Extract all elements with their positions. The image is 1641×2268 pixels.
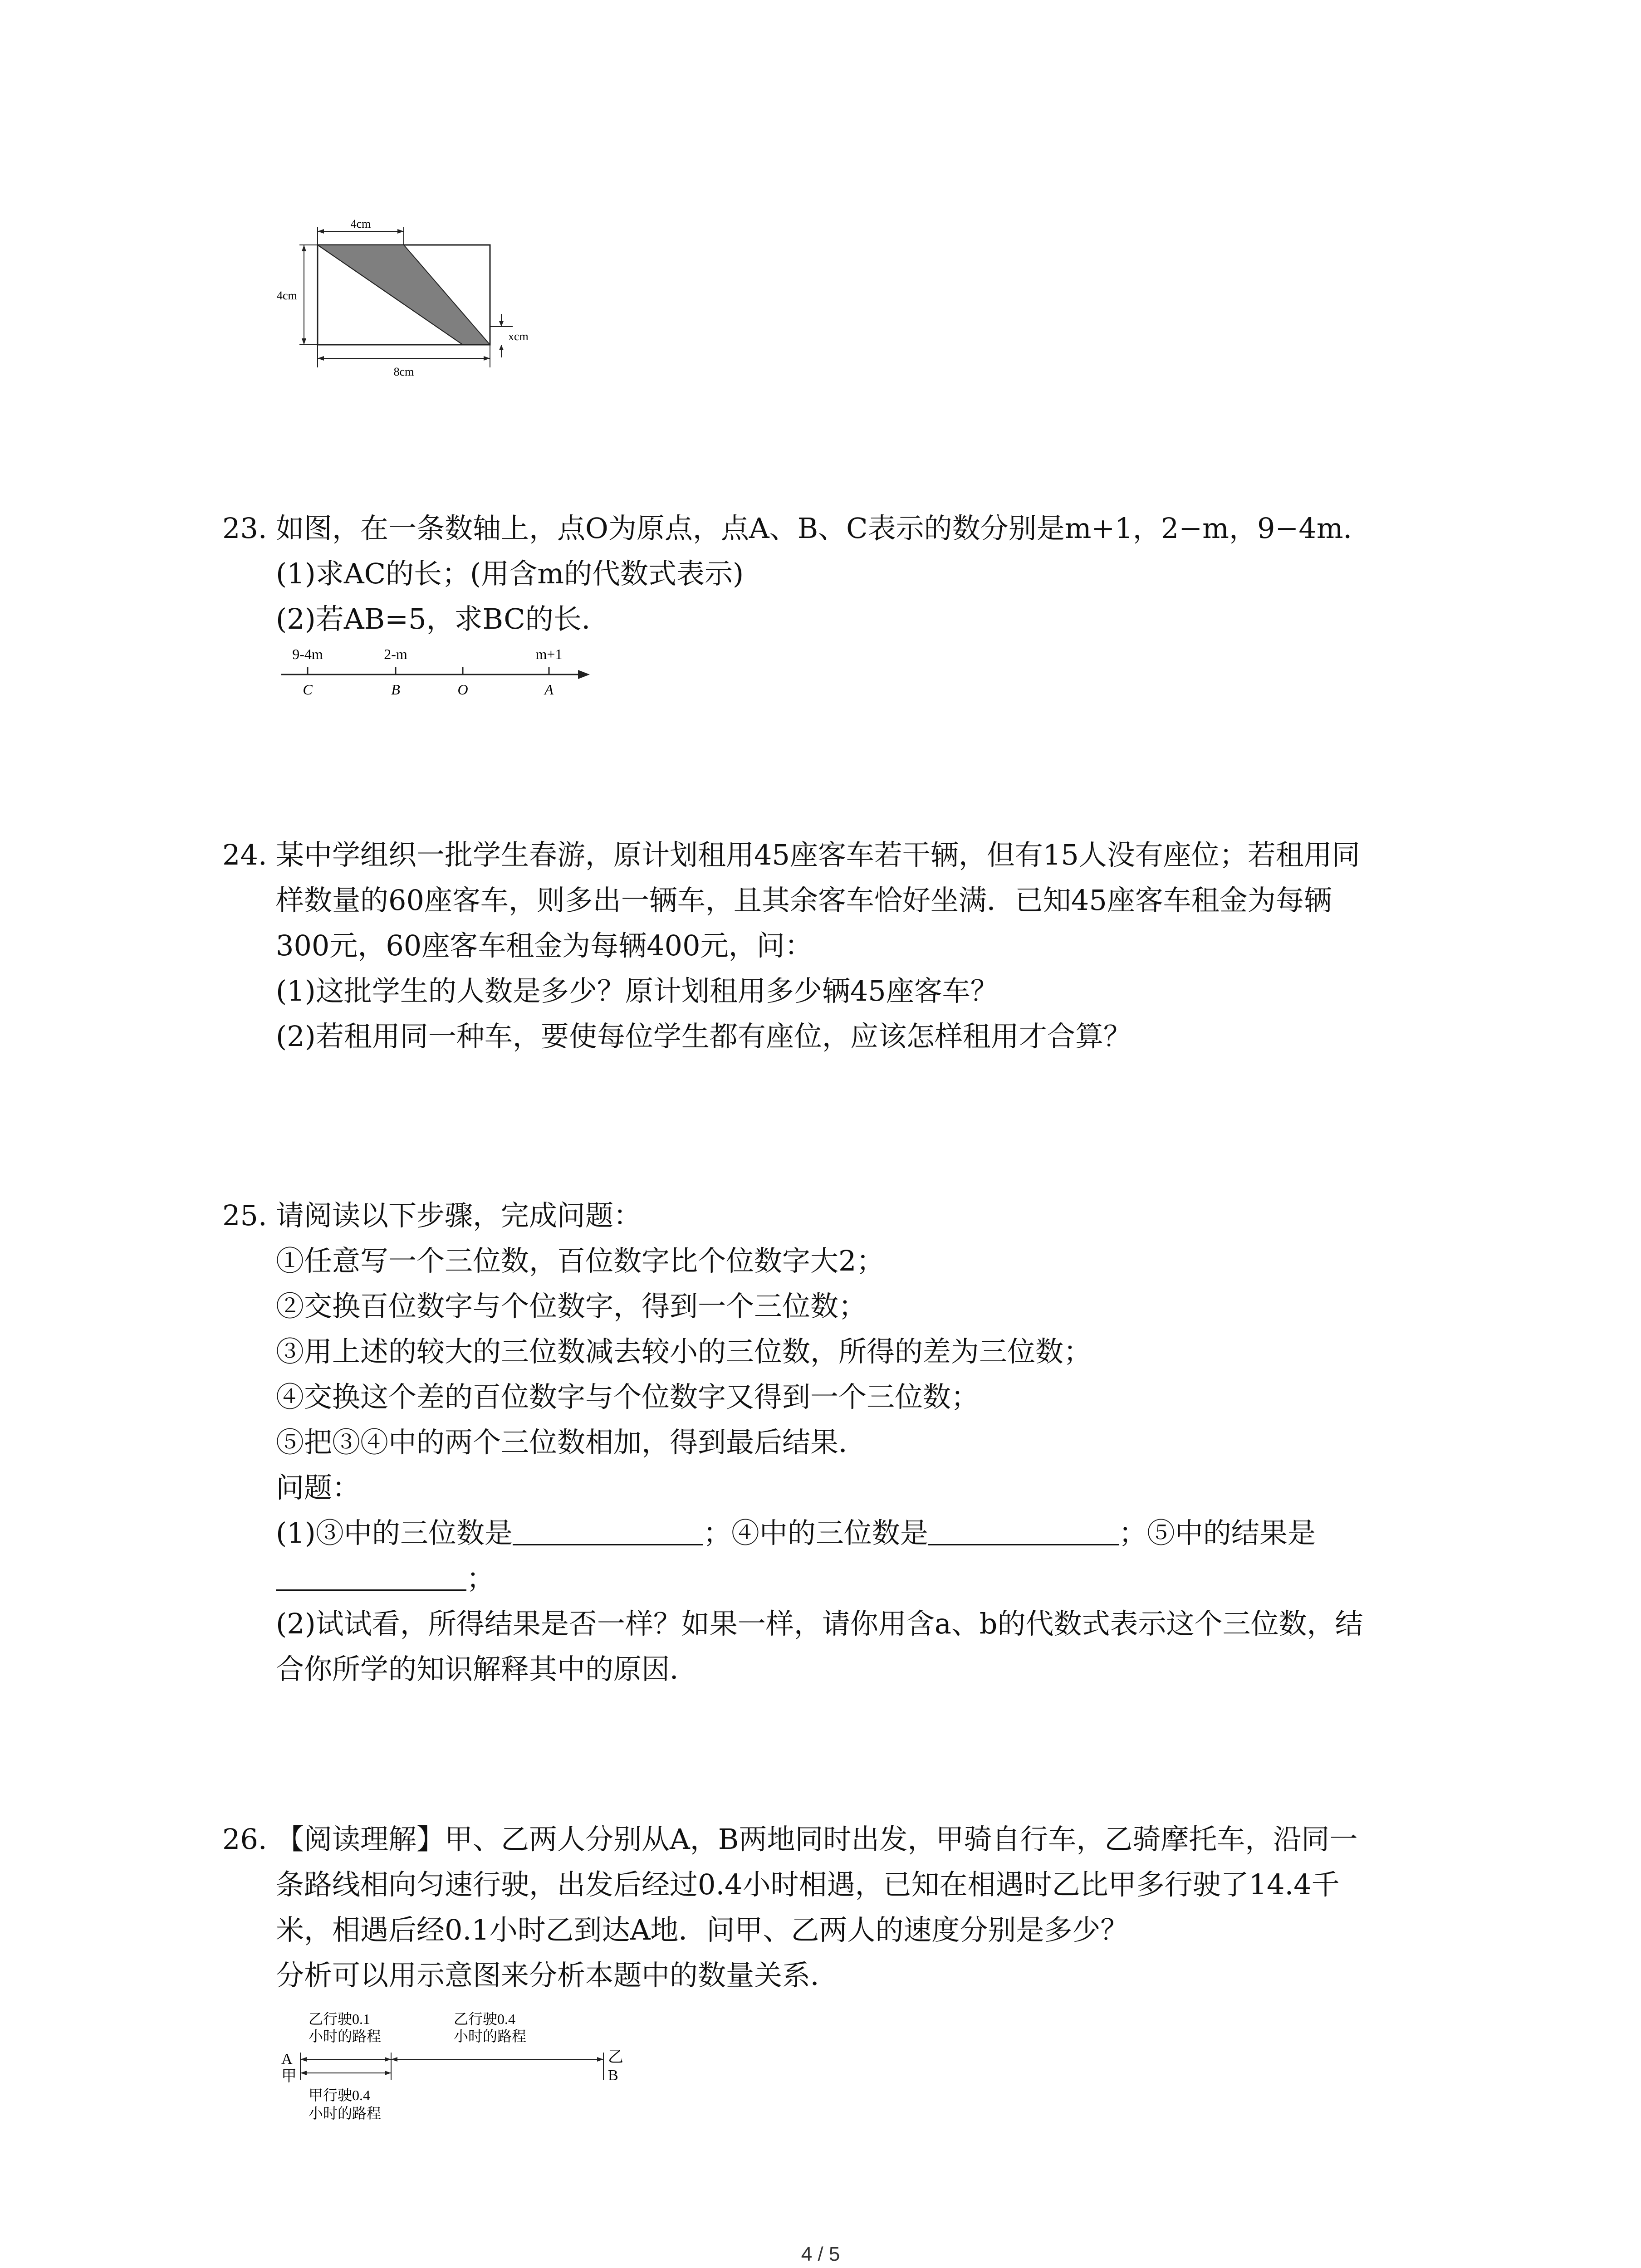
page-number: 4 / 5 <box>801 2243 840 2265</box>
yi-04-label-1: 乙行驶0.4 <box>454 2011 516 2027</box>
question-stem: 如图，在一条数轴上，点O为原点，点A、B、C表示的数分别是m+1，2−m，9−4m． <box>276 512 1372 545</box>
question-number: 24. <box>222 838 267 871</box>
point-b-label: B <box>608 2067 618 2084</box>
question-line-1: 某中学组织一批学生春游，原计划租用45座客车若干辆，但有15人没有座位；若租用同 <box>276 838 1360 871</box>
question-line-3: 米，相遇后经0.1小时乙到达A地．问甲、乙两人的速度分别是多少？ <box>276 1913 1129 1946</box>
answer-blank-3[interactable] <box>276 1562 466 1591</box>
right-length-label: xcm <box>508 330 529 343</box>
part-1-text-a: (1)③中的三位数是 <box>276 1516 513 1549</box>
yi-label: 乙 <box>608 2049 623 2066</box>
question-number: 25. <box>222 1199 267 1232</box>
left-length-label: 4cm <box>277 289 297 302</box>
part-1-text-b: ；④中的三位数是 <box>703 1516 928 1549</box>
question-part-2: (2)若AB=5，求BC的长． <box>276 602 610 635</box>
yi-04-label-2: 小时的路程 <box>454 2028 527 2044</box>
point-a-label: A <box>281 2051 293 2068</box>
yi-01-label-2: 小时的路程 <box>309 2028 382 2044</box>
question-part-2: (2)若租用同一种车，要使每位学生都有座位，应该怎样租用才合算？ <box>276 1020 1132 1053</box>
step-1: ①任意写一个三位数，百位数字比个位数字大2； <box>276 1244 885 1277</box>
part-2-line-2: 合你所学的知识解释其中的原因． <box>276 1652 698 1686</box>
step-2: ②交换百位数字与个位数字，得到一个三位数； <box>276 1290 867 1323</box>
jia-04-label-2: 小时的路程 <box>309 2105 382 2121</box>
question-part-1: (1)求AC的长；(用含m的代数式表示) <box>276 557 744 590</box>
point-b: B <box>391 681 400 698</box>
question-line-3: 300元，60座客车租金为每辆400元，问： <box>276 929 813 962</box>
yi-01-label-1: 乙行驶0.1 <box>309 2011 371 2027</box>
question-line-4: 分析可以用示意图来分析本题中的数量关系． <box>276 1959 839 1992</box>
part-2-line-1: (2)试试看，所得结果是否一样？如果一样，请你用含a、b的代数式表示这个三位数，结 <box>276 1607 1363 1640</box>
value-b: 2-m <box>384 646 407 662</box>
question-part-1: (1)这批学生的人数是多少？原计划租用多少辆45座客车？ <box>276 974 999 1007</box>
question-number: 23. <box>222 512 267 545</box>
jia-label: 甲 <box>281 2068 297 2085</box>
question-line-2: 条路线相向匀速行驶，出发后经过0.4小时相遇，已知在相遇时乙比甲多行驶了14.4千 <box>276 1868 1340 1901</box>
answer-blank-1[interactable] <box>513 1517 703 1545</box>
question-line-1: 【阅读理解】甲、乙两人分别从A，B两地同时出发，甲骑自行车，乙骑摩托车，沿同一 <box>276 1823 1358 1856</box>
trapezoid-figure <box>272 213 563 386</box>
point-c: C <box>303 681 313 698</box>
part-1-end: ； <box>466 1562 495 1595</box>
question-stem: 请阅读以下步骤，完成问题： <box>276 1199 642 1232</box>
shaded-region <box>318 245 490 345</box>
jia-04-label-1: 甲行驶0.4 <box>309 2087 371 2103</box>
top-length-label: 4cm <box>350 217 371 230</box>
part-1-text-c: ；⑤中的结果是 <box>1118 1516 1316 1549</box>
value-a: m+1 <box>535 646 563 662</box>
step-4: ④交换这个差的百位数字与个位数字又得到一个三位数； <box>276 1380 980 1413</box>
distance-diagram <box>272 2009 671 2141</box>
question-label: 问题： <box>276 1471 361 1504</box>
step-3: ③用上述的较大的三位数减去较小的三位数，所得的差为三位数； <box>276 1335 1092 1368</box>
bottom-length-label: 8cm <box>393 365 414 378</box>
answer-blank-2[interactable] <box>928 1517 1119 1545</box>
question-number: 26. <box>222 1823 267 1856</box>
axis-arrow-icon <box>578 670 590 679</box>
number-line-figure <box>277 642 603 710</box>
question-23 <box>222 506 1447 642</box>
value-c: 9-4m <box>292 646 323 662</box>
question-25 <box>222 1193 1447 1692</box>
step-5: ⑤把③④中的两个三位数相加，得到最后结果． <box>276 1426 867 1459</box>
question-26 <box>222 1817 1447 1998</box>
point-a: A <box>544 681 554 698</box>
question-24 <box>222 832 1447 1059</box>
point-o: O <box>457 681 468 698</box>
question-line-2: 样数量的60座客车，则多出一辆车，且其余客车恰好坐满．已知45座客车租金为每辆 <box>276 884 1332 917</box>
